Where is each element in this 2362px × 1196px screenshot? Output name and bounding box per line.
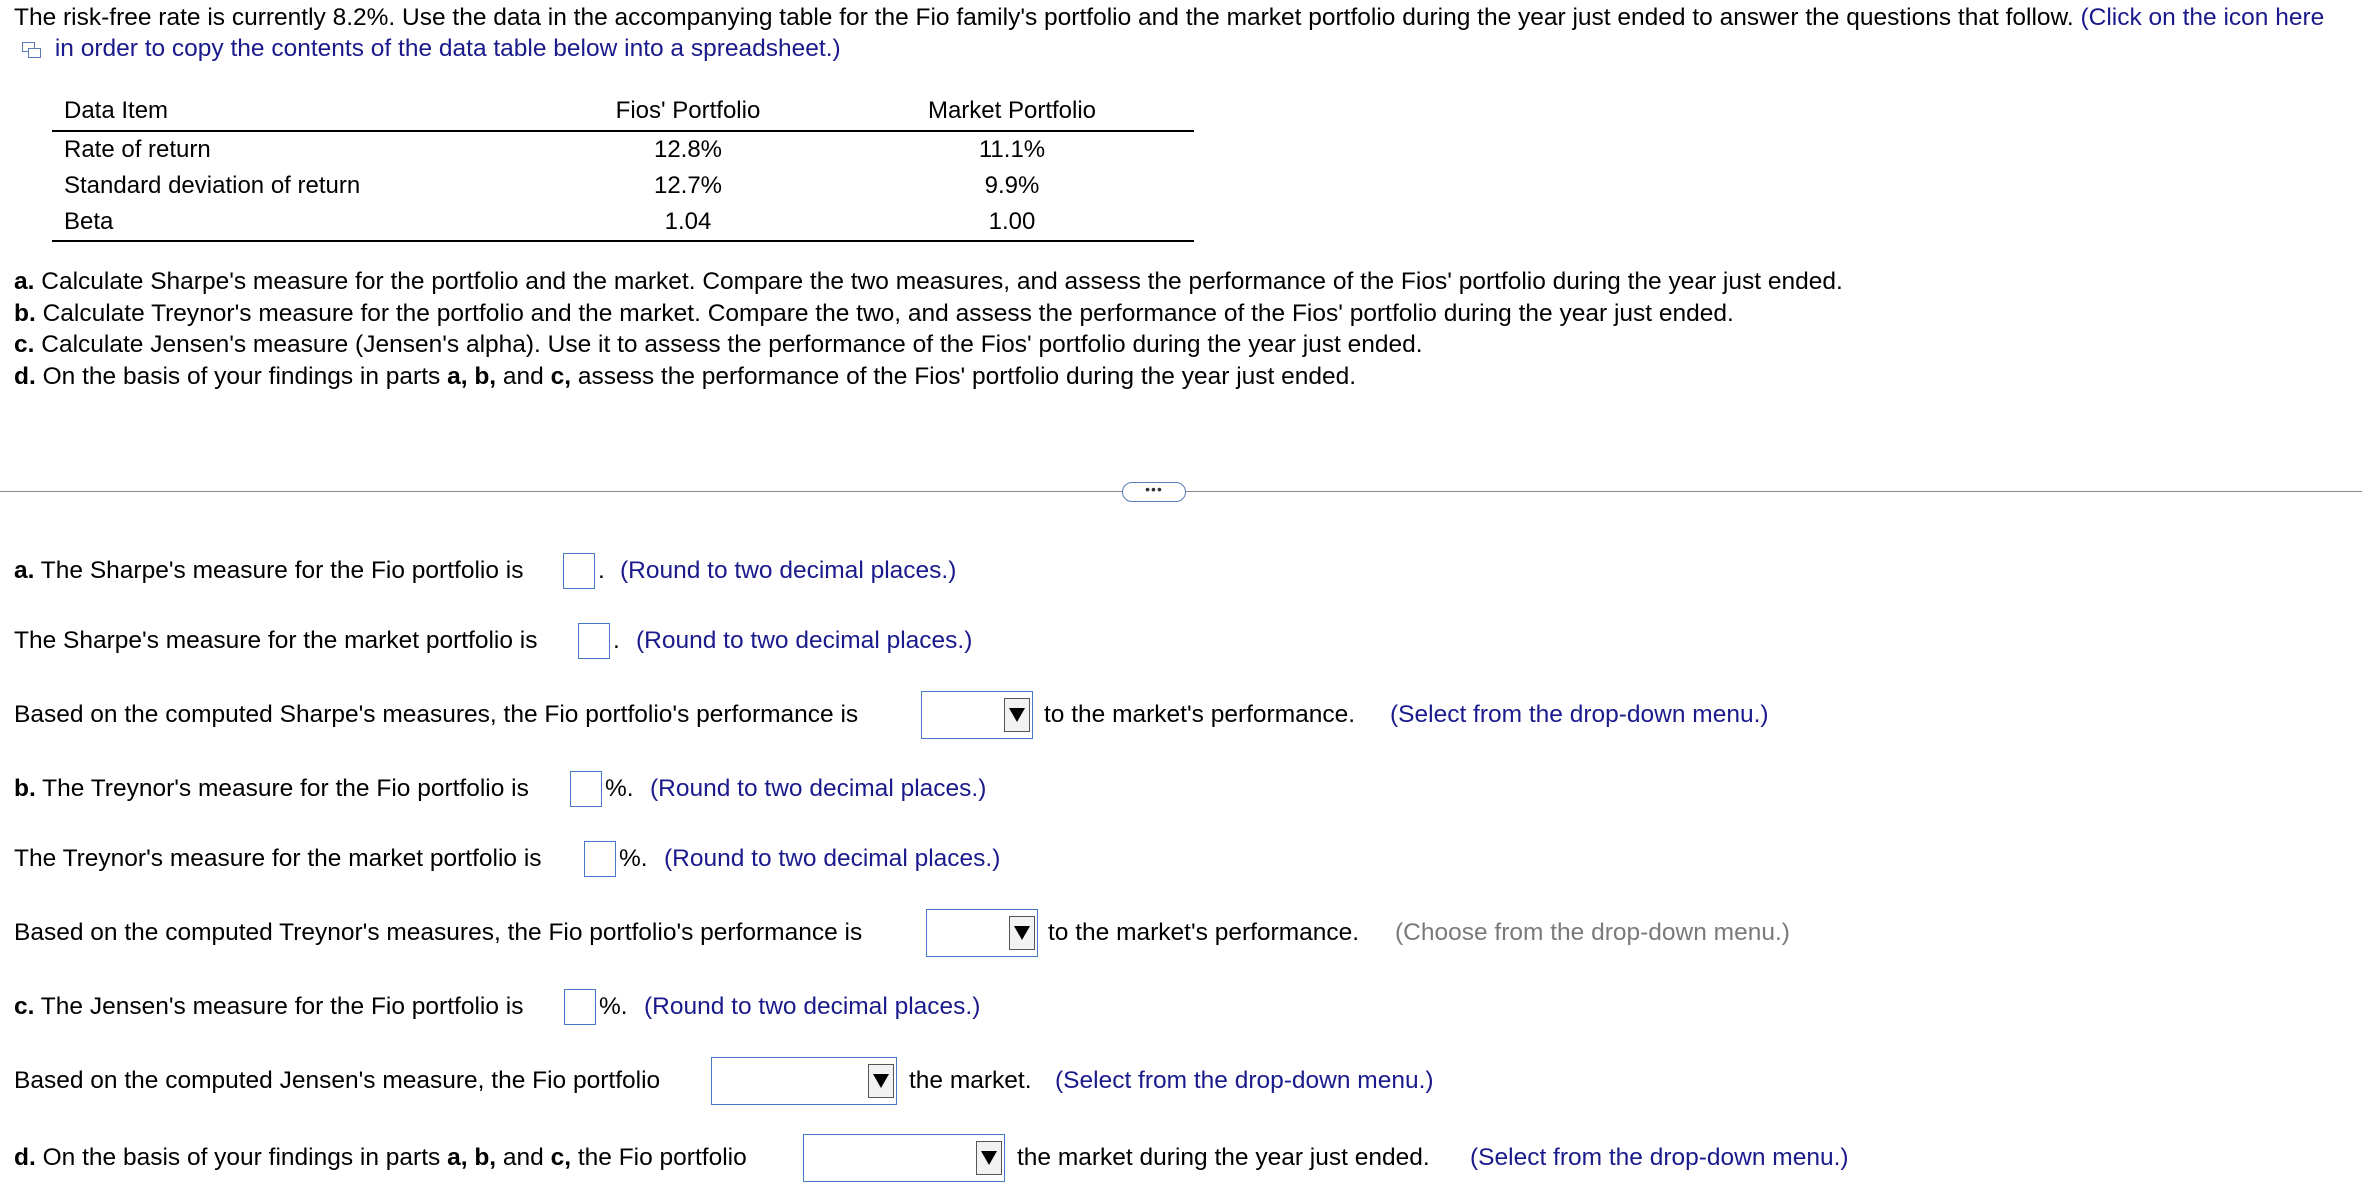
answer-d1-text: d. On the basis of your findings in parts a, b, and c, the Fio portfolio [14, 1144, 747, 1171]
table-cell: Beta [52, 204, 546, 241]
answer-c1-hint: (Round to two decimal places.) [644, 993, 981, 1020]
answer-a1-hint: (Round to two decimal places.) [620, 557, 957, 584]
copy-icon[interactable] [22, 42, 42, 58]
sharpe-comparison-dropdown[interactable] [921, 691, 1033, 739]
answer-c2-after: the market. [909, 1067, 1032, 1094]
question-c: c. Calculate Jensen's measure (Jensen's alpha). Use it to assess the performance of the Fios' portfolio during the year just ended. [14, 331, 1423, 358]
jensen-comparison-dropdown[interactable] [711, 1057, 897, 1105]
answer-a3-after: to the market's performance. [1044, 701, 1356, 728]
answer-b3-hint: (Choose from the drop-down menu.) [1395, 919, 1790, 946]
copy-link-text-1[interactable]: (Click on the icon here [2080, 4, 2325, 31]
answer-a2-hint: (Round to two decimal places.) [636, 627, 973, 654]
header-market-portfolio: Market Portfolio [830, 92, 1194, 131]
table-cell: Standard deviation of return [64, 172, 361, 199]
answer-d1-hint: (Select from the drop-down menu.) [1470, 1144, 1849, 1171]
chevron-down-icon[interactable] [976, 1141, 1002, 1175]
answer-c1-after: %. [599, 993, 628, 1020]
more-options-button[interactable]: ••• [1122, 482, 1186, 502]
copy-link-text-2[interactable]: in order to copy the contents of the data table below into a spreadsheet.) [54, 35, 841, 62]
table-cell: 1.00 [830, 204, 1194, 241]
answer-b3-text: Based on the computed Treynor's measures, the Fio portfolio's performance is [14, 919, 863, 946]
answer-d1-after: the market during the year just ended. [1017, 1144, 1430, 1171]
intro-text: The risk-free rate is currently 8.2%. Use the data in the accompanying table for the Fio family's portfolio and the market portfolio during the year just ended to answer the questions that follow. [14, 4, 2074, 31]
answer-c2-hint: (Select from the drop-down menu.) [1055, 1067, 1434, 1094]
answer-a2-after: . [613, 627, 620, 654]
table-cell: 9.9% [984, 172, 1040, 199]
chevron-down-icon[interactable] [1009, 916, 1035, 950]
table-cell: 1.04 [546, 204, 830, 241]
question-a: a. Calculate Sharpe's measure for the portfolio and the market. Compare the two measures, and assess the performance of the Fios' portfolio during the year just ended. [14, 268, 1843, 295]
question-list [14, 266, 1843, 392]
answer-c1-text: c. The Jensen's measure for the Fio portfolio is [14, 993, 524, 1020]
table-cell: 11.1% [978, 136, 1046, 163]
table-row [52, 168, 1194, 204]
header-data-item: Data Item [52, 92, 546, 131]
answer-a2-text: The Sharpe's measure for the market portfolio is [14, 627, 538, 654]
sharpe-fio-input[interactable] [563, 553, 595, 589]
treynor-comparison-dropdown[interactable] [926, 909, 1038, 957]
treynor-fio-input[interactable] [570, 771, 602, 807]
overall-comparison-dropdown[interactable] [803, 1134, 1005, 1182]
answer-b2-hint: (Round to two decimal places.) [664, 845, 1001, 872]
treynor-market-input[interactable] [584, 841, 616, 877]
answer-a1-text: a. The Sharpe's measure for the Fio portfolio is [14, 557, 524, 584]
answer-a1-after: . [598, 557, 605, 584]
header-fios-portfolio: Fios' Portfolio [546, 92, 830, 131]
question-d: d. On the basis of your findings in parts a, b, and c, assess the performance of the Fios' portfolio during the year just ended. [14, 362, 1357, 390]
chevron-down-icon[interactable] [868, 1064, 894, 1098]
answer-b2-text: The Treynor's measure for the market portfolio is [14, 845, 542, 872]
sharpe-market-input[interactable] [578, 623, 610, 659]
table-cell: 12.8% [653, 136, 723, 163]
answer-c2-text: Based on the computed Jensen's measure, the Fio portfolio [14, 1067, 661, 1094]
answer-b1-after: %. [605, 775, 634, 802]
table-row [52, 131, 1194, 168]
answer-a3-text: Based on the computed Sharpe's measures, the Fio portfolio's performance is [14, 701, 859, 728]
table-cell: Rate of return [64, 136, 211, 163]
intro-paragraph [14, 2, 2354, 64]
answer-b1-hint: (Round to two decimal places.) [650, 775, 987, 802]
answer-b1-text: b. The Treynor's measure for the Fio portfolio is [14, 775, 529, 802]
table-cell: 12.7% [653, 172, 723, 199]
data-table [52, 92, 1194, 242]
chevron-down-icon[interactable] [1004, 698, 1030, 732]
question-b: b. Calculate Treynor's measure for the portfolio and the market. Compare the two, and assess the performance of the Fios' portfolio during the year just ended. [14, 299, 1734, 327]
table-header-row [52, 92, 1194, 131]
answer-b3-after: to the market's performance. [1048, 919, 1360, 946]
table-row [52, 204, 1194, 241]
answer-a3-hint: (Select from the drop-down menu.) [1390, 701, 1769, 728]
answer-b2-after: %. [619, 845, 648, 872]
jensen-fio-input[interactable] [564, 989, 596, 1025]
